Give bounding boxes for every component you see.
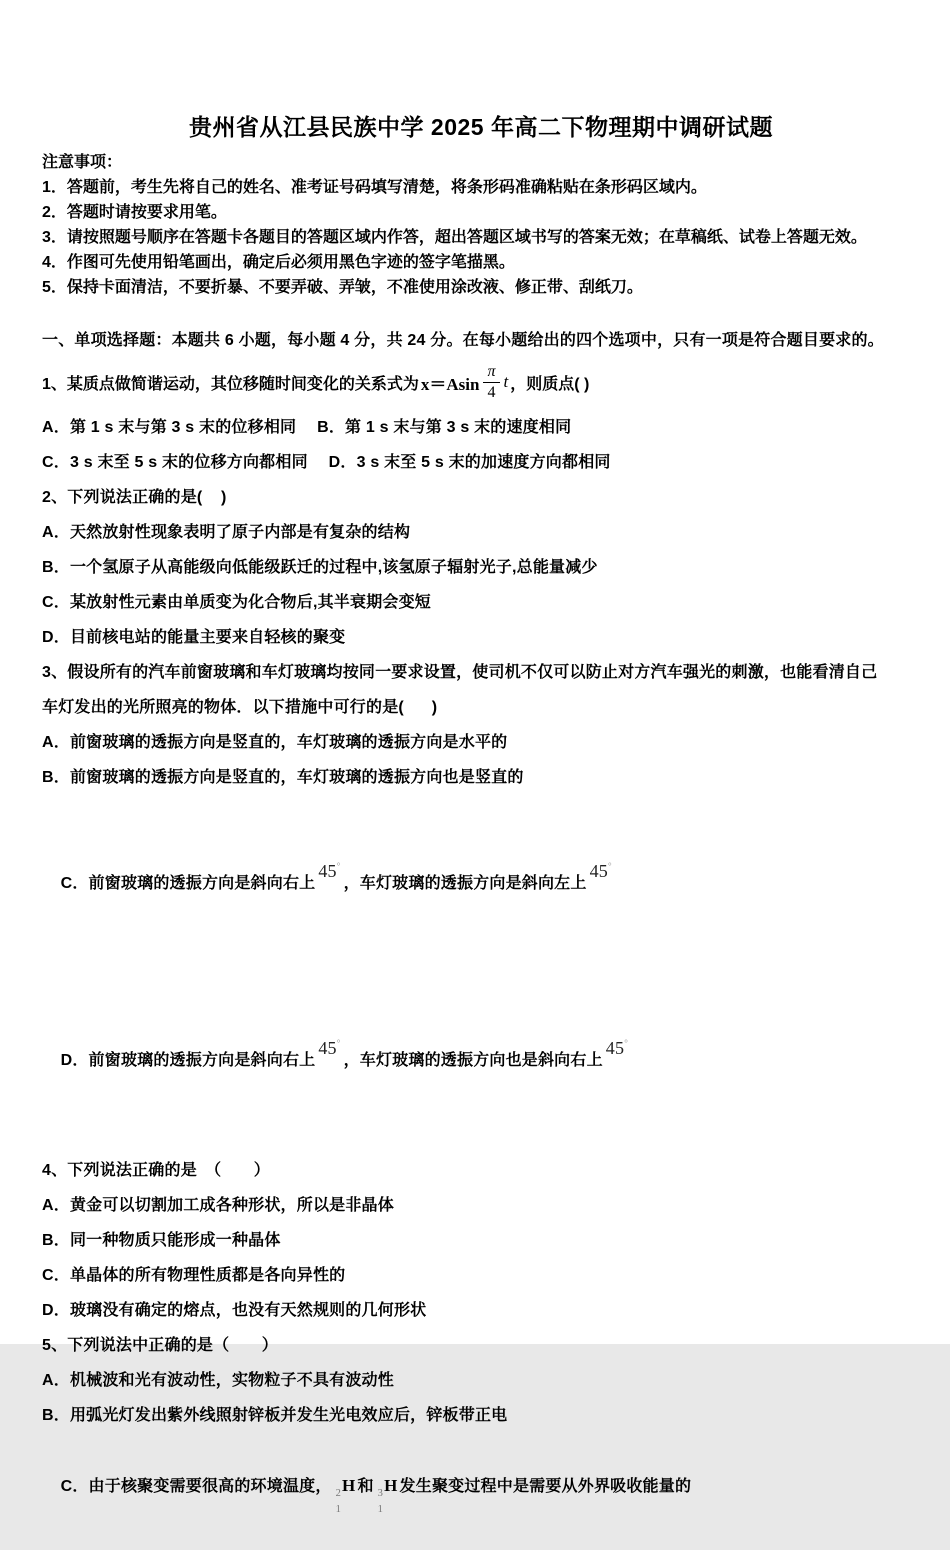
question-3-stem-line-1: 3、假设所有的汽车前窗玻璃和车灯玻璃均按同一要求设置，使司机不仅可以防止对方汽车强光的刺激，也能看清自己 <box>42 664 878 681</box>
option-d-text-2: ，车灯玻璃的透振方向也是斜向右上 <box>343 1052 603 1069</box>
notice-item-4: 4．作图可先使用铅笔画出，确定后必须用黑色字迹的签字笔描黑。 <box>42 254 515 271</box>
mass-number: 3 <box>377 1488 384 1499</box>
angle-45-superscript <box>606 1038 628 1058</box>
fraction-pi-over-4 <box>483 363 499 402</box>
atomic-number: 1 <box>335 1504 342 1515</box>
option-c-text-2: 和 <box>357 1478 374 1495</box>
option-d-text-1: D．前窗玻璃的透振方向是斜向右上 <box>60 1052 316 1069</box>
question-2-option-b: B．一个氢原子从高能级向低能级跃迁的过程中,该氢原子辐射光子,总能量减少 <box>42 559 598 576</box>
question-5-option-a: A．机械波和光有波动性，实物粒子不具有波动性 <box>42 1372 394 1389</box>
question-2-option-d: D．目前核电站的能量主要来自轻核的聚变 <box>42 629 346 646</box>
degree-symbol: ° <box>336 1038 341 1048</box>
angle-45-superscript <box>318 1038 340 1058</box>
angle-45-superscript <box>318 861 340 881</box>
question-5-stem: 5、下列说法中正确的是（ ） <box>42 1337 278 1354</box>
angle-value: 45 <box>318 861 337 881</box>
angle-value: 45 <box>589 861 608 881</box>
section-1-heading: 一、单项选择题：本题共 6 小题，每小题 4 分，共 24 分。在每小题给出的四个选项中，只有一项是符合题目要求的。 <box>42 332 884 349</box>
question-5-option-c <box>42 1433 920 1550</box>
question-2-option-c: C．某放射性元素由单质变为化合物后,其半衰期会变短 <box>42 594 432 611</box>
degree-symbol: ° <box>624 1038 628 1048</box>
notice-section <box>42 150 920 300</box>
question-1-stem <box>42 354 920 410</box>
option-c-text-3: 发生聚变过程中是需要从外界吸收能量的 <box>399 1478 692 1495</box>
option-c-text-1: C．前窗玻璃的透振方向是斜向右上 <box>60 875 316 892</box>
notice-heading: 注意事项： <box>42 154 123 171</box>
question-1-options-cd: C．3 s 末至 5 s 末的位移方向都相同 D．3 s 末至 5 s 末的加速度方向都相同 <box>42 454 611 471</box>
angle-value: 45 <box>605 1038 625 1058</box>
question-2-option-a: A．天然放射性现象表明了原子内部是有复杂的结构 <box>42 524 411 541</box>
degree-symbol: ° <box>336 861 341 871</box>
fraction-numerator: π <box>483 363 499 383</box>
page-title: 贵州省从江县民族中学 2025 年高二下物理期中调研试题 <box>189 114 773 140</box>
notice-item-1: 1．答题前，考生先将自己的姓名、准考证号码填写清楚，将条形码准确粘贴在条形码区域内。 <box>42 179 707 196</box>
question-3-option-a: A．前窗玻璃的透振方向是竖直的，车灯玻璃的透振方向是水平的 <box>42 734 508 751</box>
angle-value: 45 <box>318 1038 337 1058</box>
question-4-option-b: B．同一种物质只能形成一种晶体 <box>42 1232 281 1249</box>
formula-x-equals-asin: x＝Asin <box>420 374 480 394</box>
question-4-option-c: C．单晶体的所有物理性质都是各向异性的 <box>42 1267 346 1284</box>
notice-item-5: 5．保持卡面清洁，不要折暴、不要弄破、弄皱，不准使用涂改液、修正带、刮纸刀。 <box>42 279 643 296</box>
hydrogen-symbol: H <box>342 1476 356 1495</box>
question-3-stem-line-2: 车灯发出的光所照亮的物体．以下措施中可行的是( ) <box>42 699 438 716</box>
atomic-number: 1 <box>377 1504 384 1515</box>
question-3-option-b: B．前窗玻璃的透振方向是竖直的，车灯玻璃的透振方向也是竖直的 <box>42 769 524 786</box>
degree-symbol: ° <box>608 861 612 871</box>
hydrogen-3-nuclide-numbers <box>378 1489 383 1515</box>
question-4-stem: 4、下列说法正确的是 （ ） <box>42 1162 270 1179</box>
hydrogen-symbol: H <box>384 1476 398 1495</box>
option-c-text-2: ，车灯玻璃的透振方向是斜向左上 <box>343 875 587 892</box>
angle-45-superscript <box>590 861 612 881</box>
hydrogen-2-nuclide-numbers <box>336 1489 341 1515</box>
fraction-denominator: 4 <box>487 383 496 401</box>
option-c-text-1: C．由于核聚变需要很高的环境温度， <box>60 1478 332 1495</box>
question-3-option-c <box>42 795 920 972</box>
question-2-stem: 2、下列说法正确的是( ) <box>42 489 227 506</box>
question-1-options-ab: A．第 1 s 末与第 3 s 末的位移相同 B．第 1 s 末与第 3 s 末的速度相同 <box>42 419 572 436</box>
mass-number: 2 <box>335 1488 342 1499</box>
formula-variable-t: t <box>503 372 509 391</box>
question-4-option-d: D．玻璃没有确定的熔点，也没有天然规则的几何形状 <box>42 1302 427 1319</box>
notice-item-2: 2．答题时请按要求用笔。 <box>42 204 227 221</box>
question-1-stem-text: 1、某质点做简谐运动，其位移随时间变化的关系式为 <box>42 375 419 393</box>
question-3-option-d <box>42 972 920 1149</box>
question-1-stem-tail: ，则质点( ) <box>510 375 590 393</box>
question-4-option-a: A．黄金可以切割加工成各种形状，所以是非晶体 <box>42 1197 394 1214</box>
notice-item-3: 3．请按照题号顺序在答题卡各题目的答题区域内作答，超出答题区域书写的答案无效；在草稿纸、试卷上答题无效。 <box>42 229 867 246</box>
question-5-option-b: B．用弧光灯发出紫外线照射锌板并发生光电效应后，锌板带正电 <box>42 1407 508 1424</box>
